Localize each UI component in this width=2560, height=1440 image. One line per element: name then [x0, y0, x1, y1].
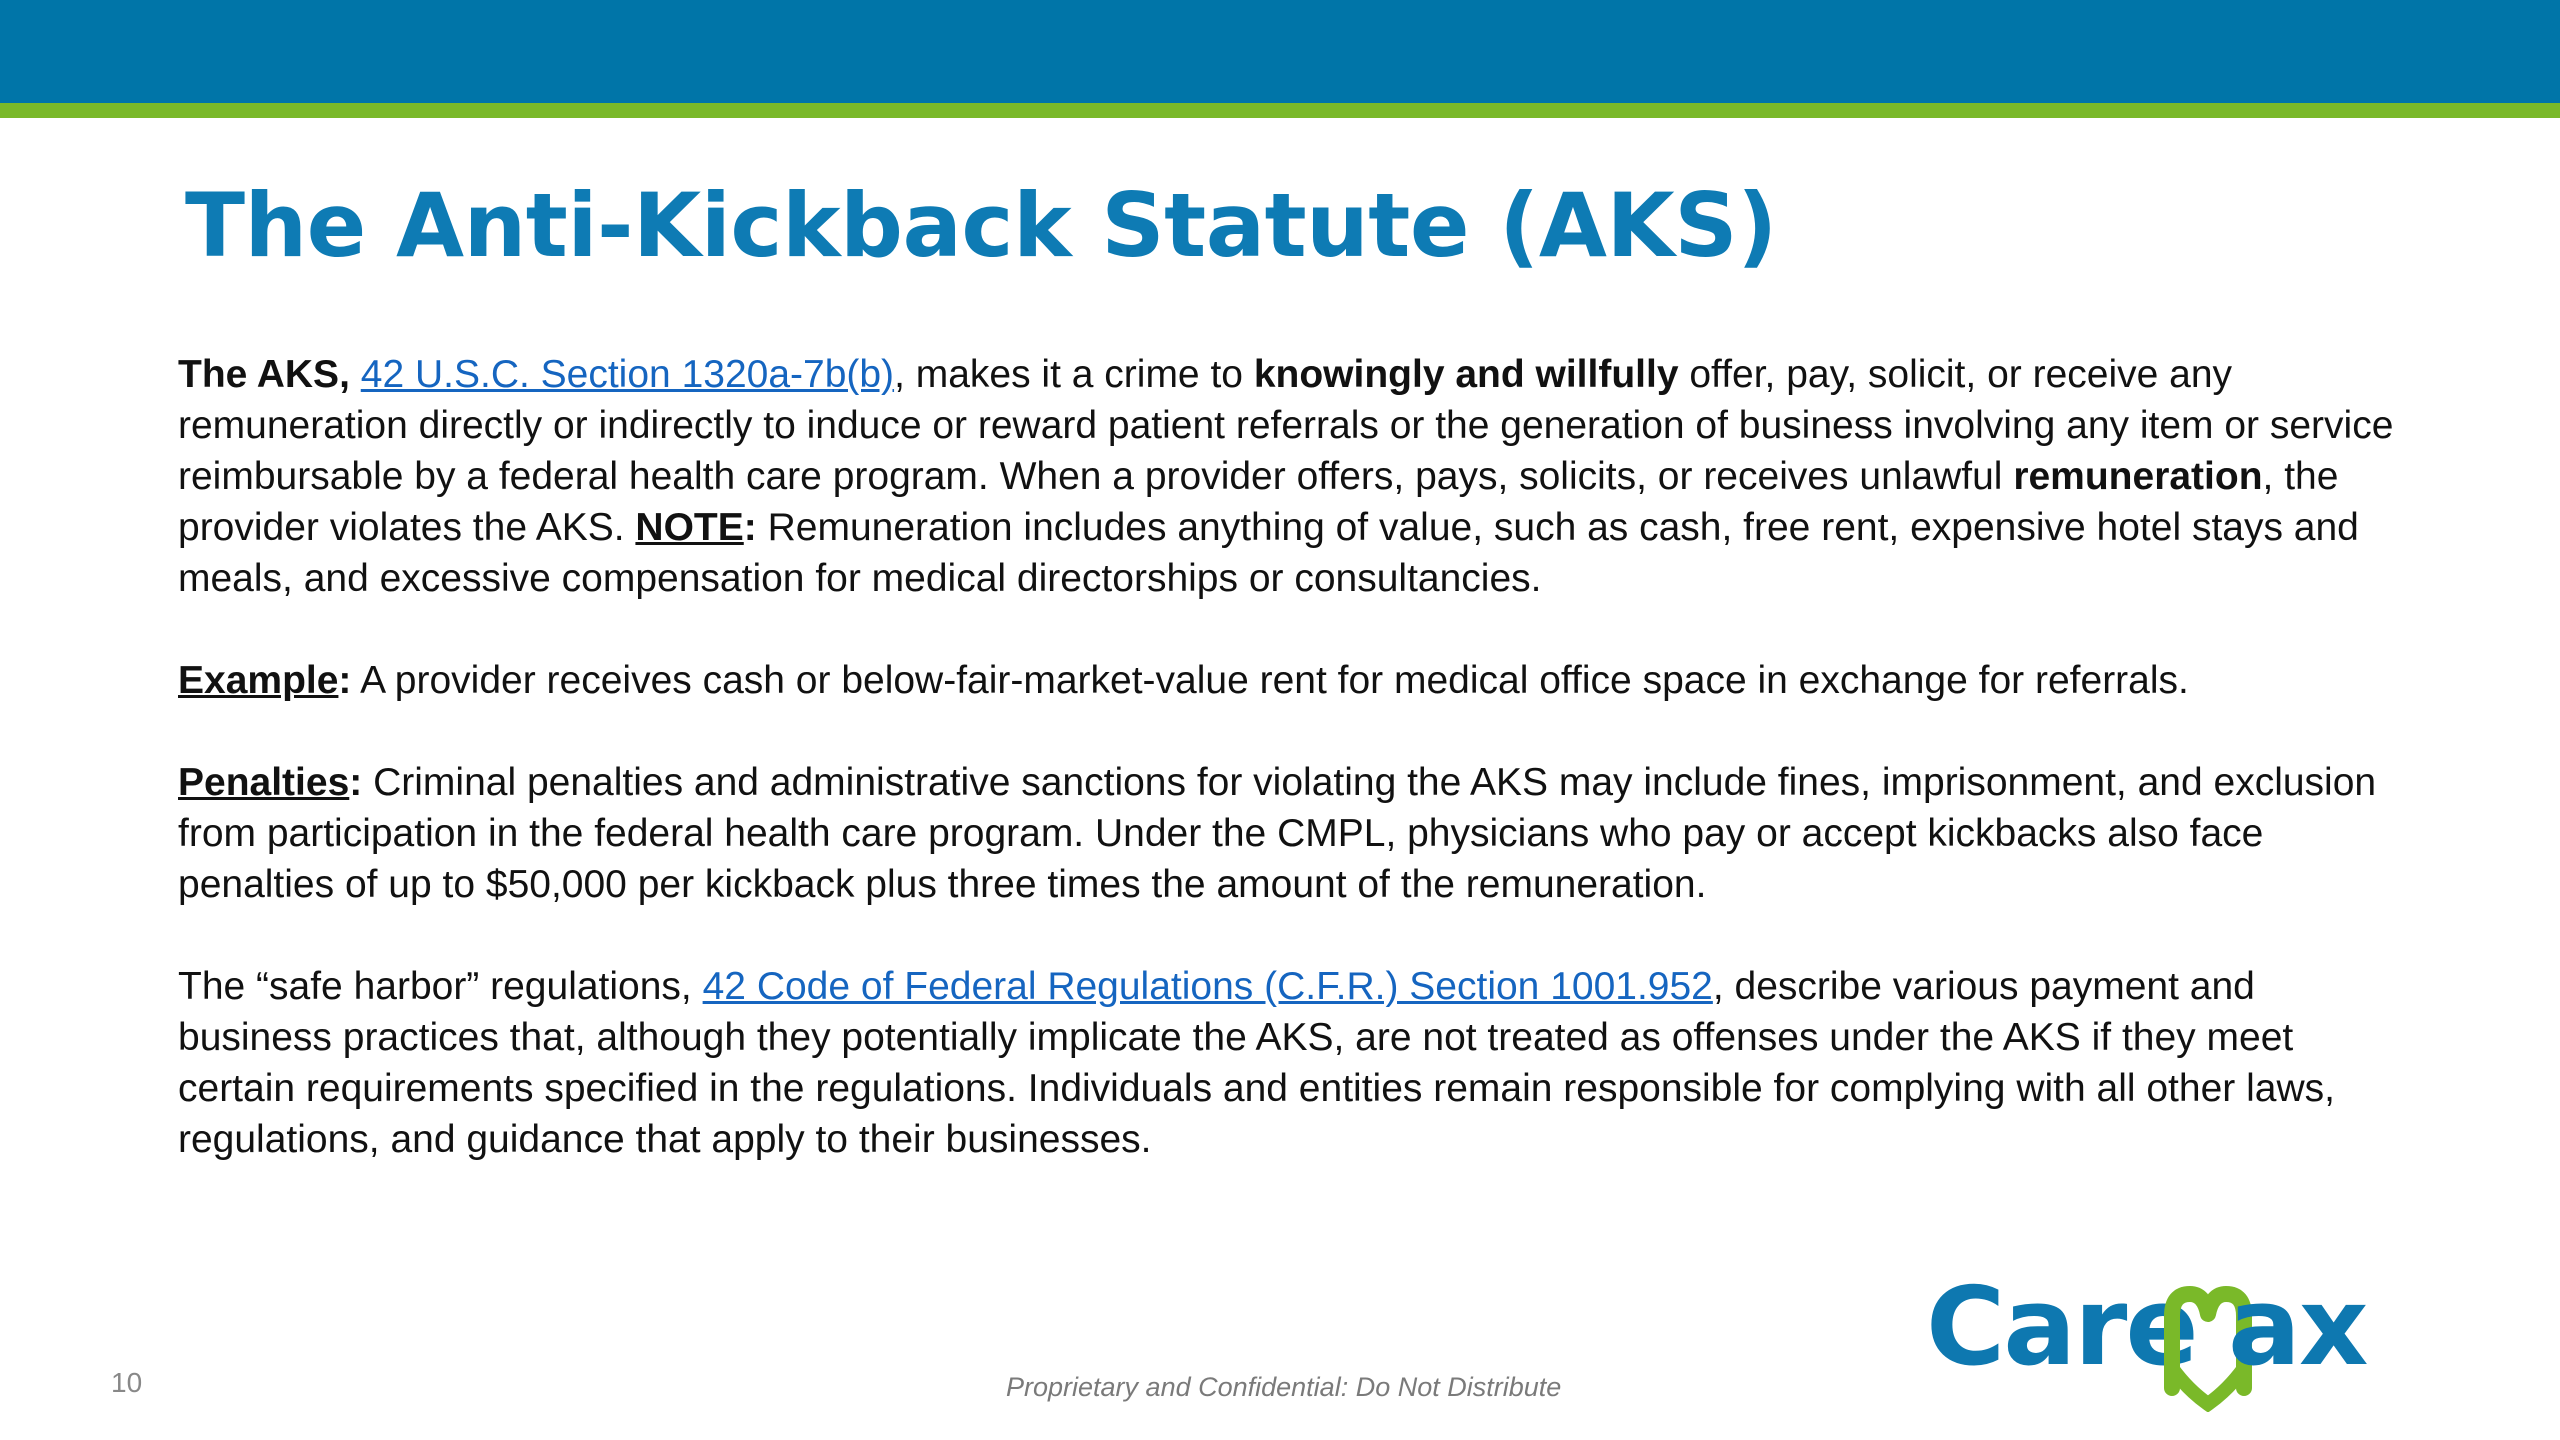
cfr-section-link[interactable]: 42 Code of Federal Regulations (C.F.R.) Section 1001.952 [702, 965, 1713, 1008]
aks-lead: The AKS, [178, 353, 350, 396]
paragraph-penalties: Penalties: Criminal penalties and administrative sanctions for violating the AKS may include fines, imprisonment, and exclusion from participation in the federal health care program. Under the CMPL, physicians who pay or accept kickbacks also face penalties of up to $50,000 per kickback plus three times the amount of the remuneration. [178, 761, 2377, 906]
logo-text-ax: ax [2228, 1265, 2367, 1390]
page-number: 10 [111, 1367, 143, 1398]
slide-body [178, 349, 2418, 1216]
logo-text-care: Care [1926, 1265, 2197, 1390]
paragraph-safe-harbor: The “safe harbor” regulations, 42 Code of Federal Regulations (C.F.R.) Section 1001.952, describe various payment and business practices that, although they potentially implicate the AKS, are not treated as offenses under the AKS if they meet certain requirements specified in the regulations. Individuals and entities remain responsible for complying with all other laws, regulations, and guidance that apply to their businesses. [178, 965, 2335, 1161]
example-label: Example: [178, 659, 352, 702]
note-label: NOTE: [635, 506, 757, 549]
penalties-label: Penalties: [178, 761, 363, 804]
header-band [0, 0, 2560, 103]
usc-section-link[interactable]: 42 U.S.C. Section 1320a-7b(b) [360, 353, 895, 396]
caremax-logo [1926, 1265, 2426, 1418]
paragraph-example: Example: A provider receives cash or below-fair-market-value rent for medical office space in exchange for referrals. [178, 659, 2189, 702]
slide-title: The Anti-Kickback Statute (AKS) [185, 174, 1777, 277]
header-accent-line [0, 103, 2560, 118]
paragraph-aks-definition: The AKS, 42 U.S.C. Section 1320a-7b(b), makes it a crime to knowingly and willfully offer, pay, solicit, or receive any remuneration directly or indirectly to induce or reward patient referrals or the generation of business involving any item or service reimbursable by a federal health care program. When a provider offers, pays, solicits, or receives unlawful remuneration, the provider violates the AKS. NOTE: Remuneration includes anything of value, such as cash, free rent, expensive hotel stays and meals, and excessive compensation for medical directorships or consultancies. [178, 353, 2394, 600]
confidentiality-footer: Proprietary and Confidential: Do Not Distribute [1006, 1372, 1562, 1402]
